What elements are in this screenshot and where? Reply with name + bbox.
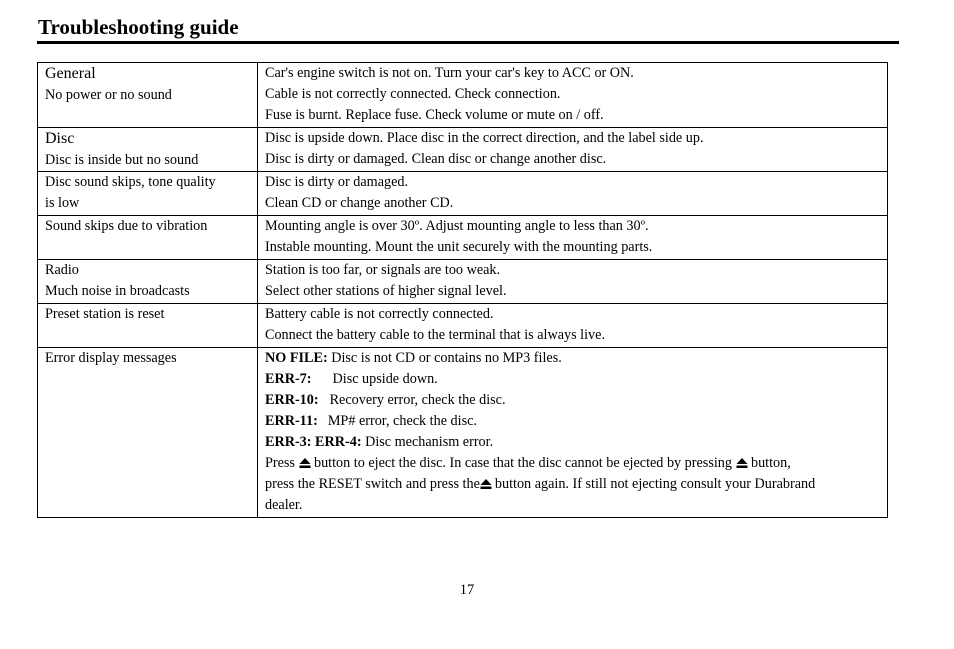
- error-line: [265, 411, 881, 432]
- remedy-text: Fuse is burnt. Replace fuse. Check volume or mute on / off.: [265, 107, 604, 123]
- eject-note-line: [265, 453, 881, 474]
- remedy-text: Disc is dirty or damaged.: [265, 174, 409, 190]
- table-row: [38, 304, 888, 348]
- symptom-text: is low: [45, 195, 80, 211]
- symptom-cell: [38, 172, 258, 216]
- symptom-cell: [38, 128, 258, 172]
- eject-note-text: press the RESET switch and press the: [265, 476, 480, 492]
- error-description: Disc is not CD or contains no MP3 files.: [331, 350, 562, 366]
- eject-note-text: button to eject the disc. In case that the disc cannot be ejected by pressing: [313, 455, 732, 471]
- symptom-cell: [38, 260, 258, 304]
- error-description: Disc upside down.: [332, 371, 438, 387]
- remedy-text: Connect the battery cable to the terminal that is always live.: [265, 327, 605, 343]
- symptom-text: Sound skips due to vibration: [45, 218, 208, 234]
- eject-note-text: button again. If still not ejecting consult your Durabrand: [494, 476, 816, 492]
- remedy-text: Clean CD or change another CD.: [265, 195, 454, 211]
- symptom-text: Error display messages: [45, 350, 177, 366]
- error-description: MP# error, check the disc.: [327, 413, 477, 429]
- symptom-text: Disc sound skips, tone quality: [45, 174, 216, 190]
- remedy-text: Car's engine switch is not on. Turn your car's key to ACC or ON.: [265, 65, 634, 81]
- eject-icon: [480, 479, 492, 489]
- category-label: Disc: [45, 130, 75, 147]
- remedy-text: Select other stations of higher signal level.: [265, 283, 507, 299]
- symptom-text: No power or no sound: [45, 87, 172, 103]
- remedy-text: Disc is dirty or damaged. Clean disc or change another disc.: [265, 151, 607, 167]
- error-description: Disc mechanism error.: [365, 434, 494, 450]
- eject-icon: [299, 458, 311, 468]
- error-line: [265, 432, 881, 453]
- error-line: [265, 348, 881, 369]
- eject-icon: [736, 458, 748, 468]
- remedy-cell: [258, 128, 888, 172]
- category-label: Radio: [45, 262, 79, 278]
- category-label: General: [45, 65, 96, 82]
- remedy-text: Instable mounting. Mount the unit securely with the mounting parts.: [265, 239, 653, 255]
- eject-note-line: dealer.: [265, 497, 303, 513]
- remedy-text: Station is too far, or signals are too weak.: [265, 262, 501, 278]
- error-line: [265, 390, 881, 411]
- page-title: Troubleshooting guide: [38, 15, 239, 39]
- error-code: ERR-7:: [265, 371, 312, 387]
- error-code: ERR-3: ERR-4:: [265, 434, 362, 450]
- symptom-cell: [38, 216, 258, 260]
- table-row: [38, 172, 888, 216]
- table-row: [38, 216, 888, 260]
- remedy-cell: [258, 172, 888, 216]
- error-line: [265, 369, 881, 390]
- troubleshooting-table: [37, 62, 888, 518]
- symptom-cell: [38, 348, 258, 518]
- error-code: ERR-11:: [265, 413, 318, 429]
- symptom-cell: [38, 63, 258, 128]
- eject-note-text: button,: [750, 455, 791, 471]
- error-code: NO FILE:: [265, 350, 328, 366]
- remedy-text: Disc is upside down. Place disc in the correct direction, and the label side up.: [265, 130, 704, 146]
- table-row: [38, 348, 888, 518]
- remedy-cell: [258, 260, 888, 304]
- eject-note-line: [265, 474, 881, 495]
- remedy-cell: [258, 304, 888, 348]
- remedy-text: Mounting angle is over 30º. Adjust mounting angle to less than 30º.: [265, 218, 649, 234]
- page-number: 17: [459, 582, 475, 598]
- remedy-text: Cable is not correctly connected. Check connection.: [265, 86, 561, 102]
- symptom-text: Disc is inside but no sound: [45, 152, 199, 168]
- remedy-cell: [258, 348, 888, 518]
- remedy-text: Battery cable is not correctly connected.: [265, 306, 494, 322]
- table-row: [38, 260, 888, 304]
- error-description: Recovery error, check the disc.: [329, 392, 506, 408]
- title-divider: [37, 41, 899, 44]
- table-row: [38, 63, 888, 128]
- eject-note-text: Press: [265, 455, 295, 471]
- symptom-text: Preset station is reset: [45, 306, 165, 322]
- remedy-cell: [258, 63, 888, 128]
- symptom-cell: [38, 304, 258, 348]
- remedy-cell: [258, 216, 888, 260]
- symptom-text: Much noise in broadcasts: [45, 283, 190, 299]
- error-code: ERR-10:: [265, 392, 319, 408]
- table-row: [38, 128, 888, 172]
